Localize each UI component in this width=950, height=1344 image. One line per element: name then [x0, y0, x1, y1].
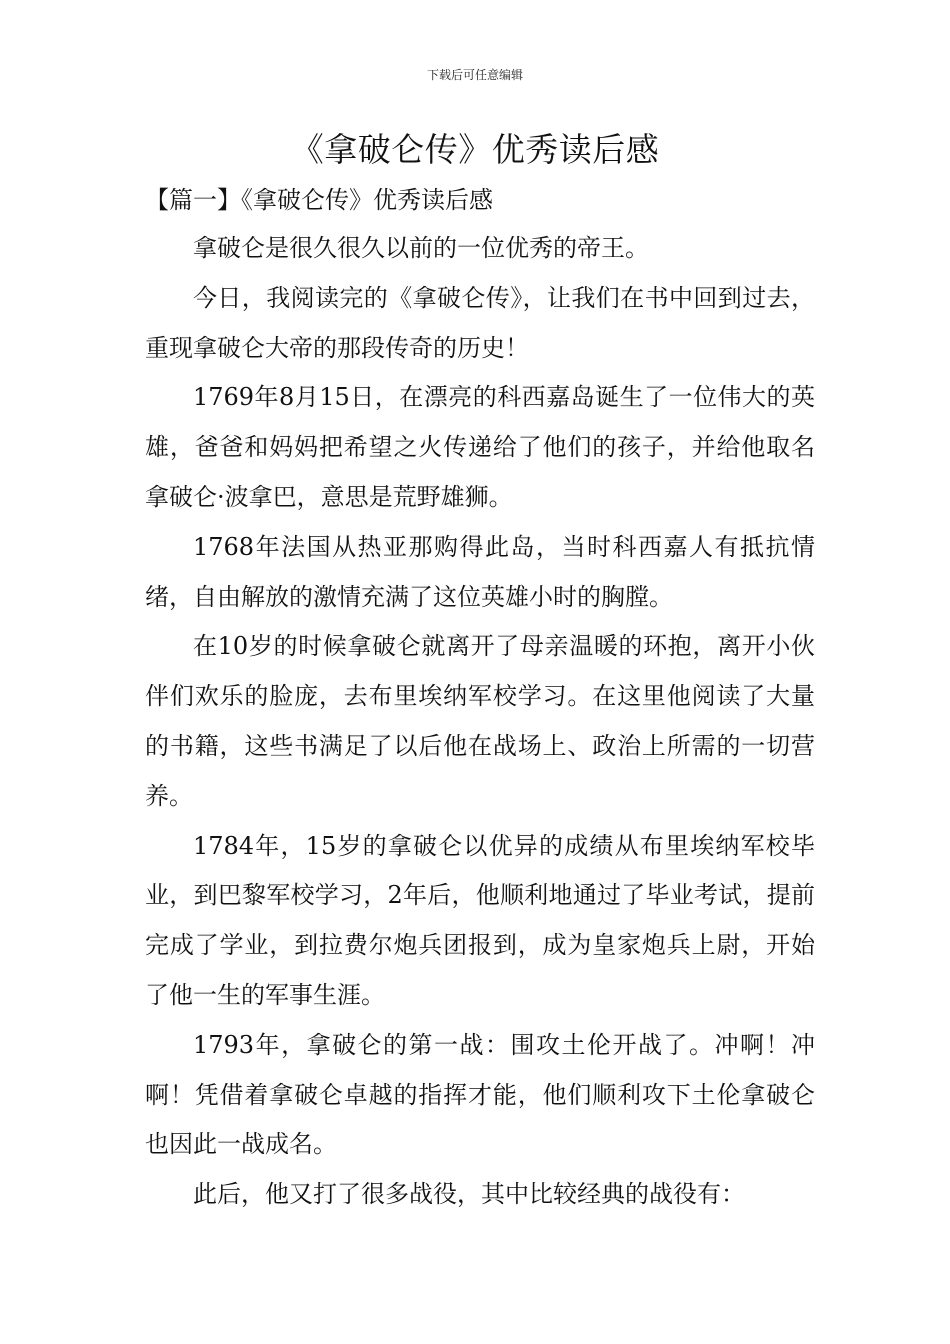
paragraph: 此后，他又打了很多战役，其中比较经典的战役有： — [193, 1180, 745, 1209]
paragraph: 1769年8月15日，在漂亮的科西嘉岛诞生了一位伟大的英雄，爸爸和妈妈把希望之火传递给了他们的孩子，并给他取名拿破仑·波拿巴，意思是荒野雄狮。 — [145, 383, 815, 511]
paragraph: 1768年法国从热亚那购得此岛，当时科西嘉人有抵抗情绪，自由解放的激情充满了这位英雄小时的胸膛。 — [145, 532, 815, 611]
paragraph: 1784年，15岁的拿破仑以优异的成绩从布里埃纳军校毕业，到巴黎军校学习，2年后，他顺利地通过了毕业考试，提前完成了学业，到拉费尔炮兵团报到，成为皇家炮兵上尉，开始了他一生的军事生涯。 — [145, 831, 815, 1009]
document-body — [145, 224, 815, 1220]
paragraph: 1793年，拿破仑的第一战：围攻土伦开战了。冲啊！冲啊！凭借着拿破仑卓越的指挥才能，他们顺利攻下土伦拿破仑也因此一战成名。 — [145, 1030, 815, 1159]
section-heading: 【篇一】《拿破仑传》优秀读后感 — [145, 186, 493, 214]
header-note: 下载后可任意编辑 — [426, 68, 523, 82]
paragraph: 今日，我阅读完的《拿破仑传》，让我们在书中回到过去，重现拿破仑大帝的那段传奇的历史！ — [145, 283, 815, 362]
paragraph: 在10岁的时候拿破仑就离开了母亲温暖的环抱，离开小伙伴们欢乐的脸庞，去布里埃纳军校学习。在这里他阅读了大量的书籍，这些书满足了以后他在战场上、政治上所需的一切营养。 — [145, 632, 815, 810]
page-title: 《拿破仑传》优秀读后感 — [290, 130, 660, 169]
paragraph: 拿破仑是很久很久以前的一位优秀的帝王。 — [193, 234, 649, 262]
